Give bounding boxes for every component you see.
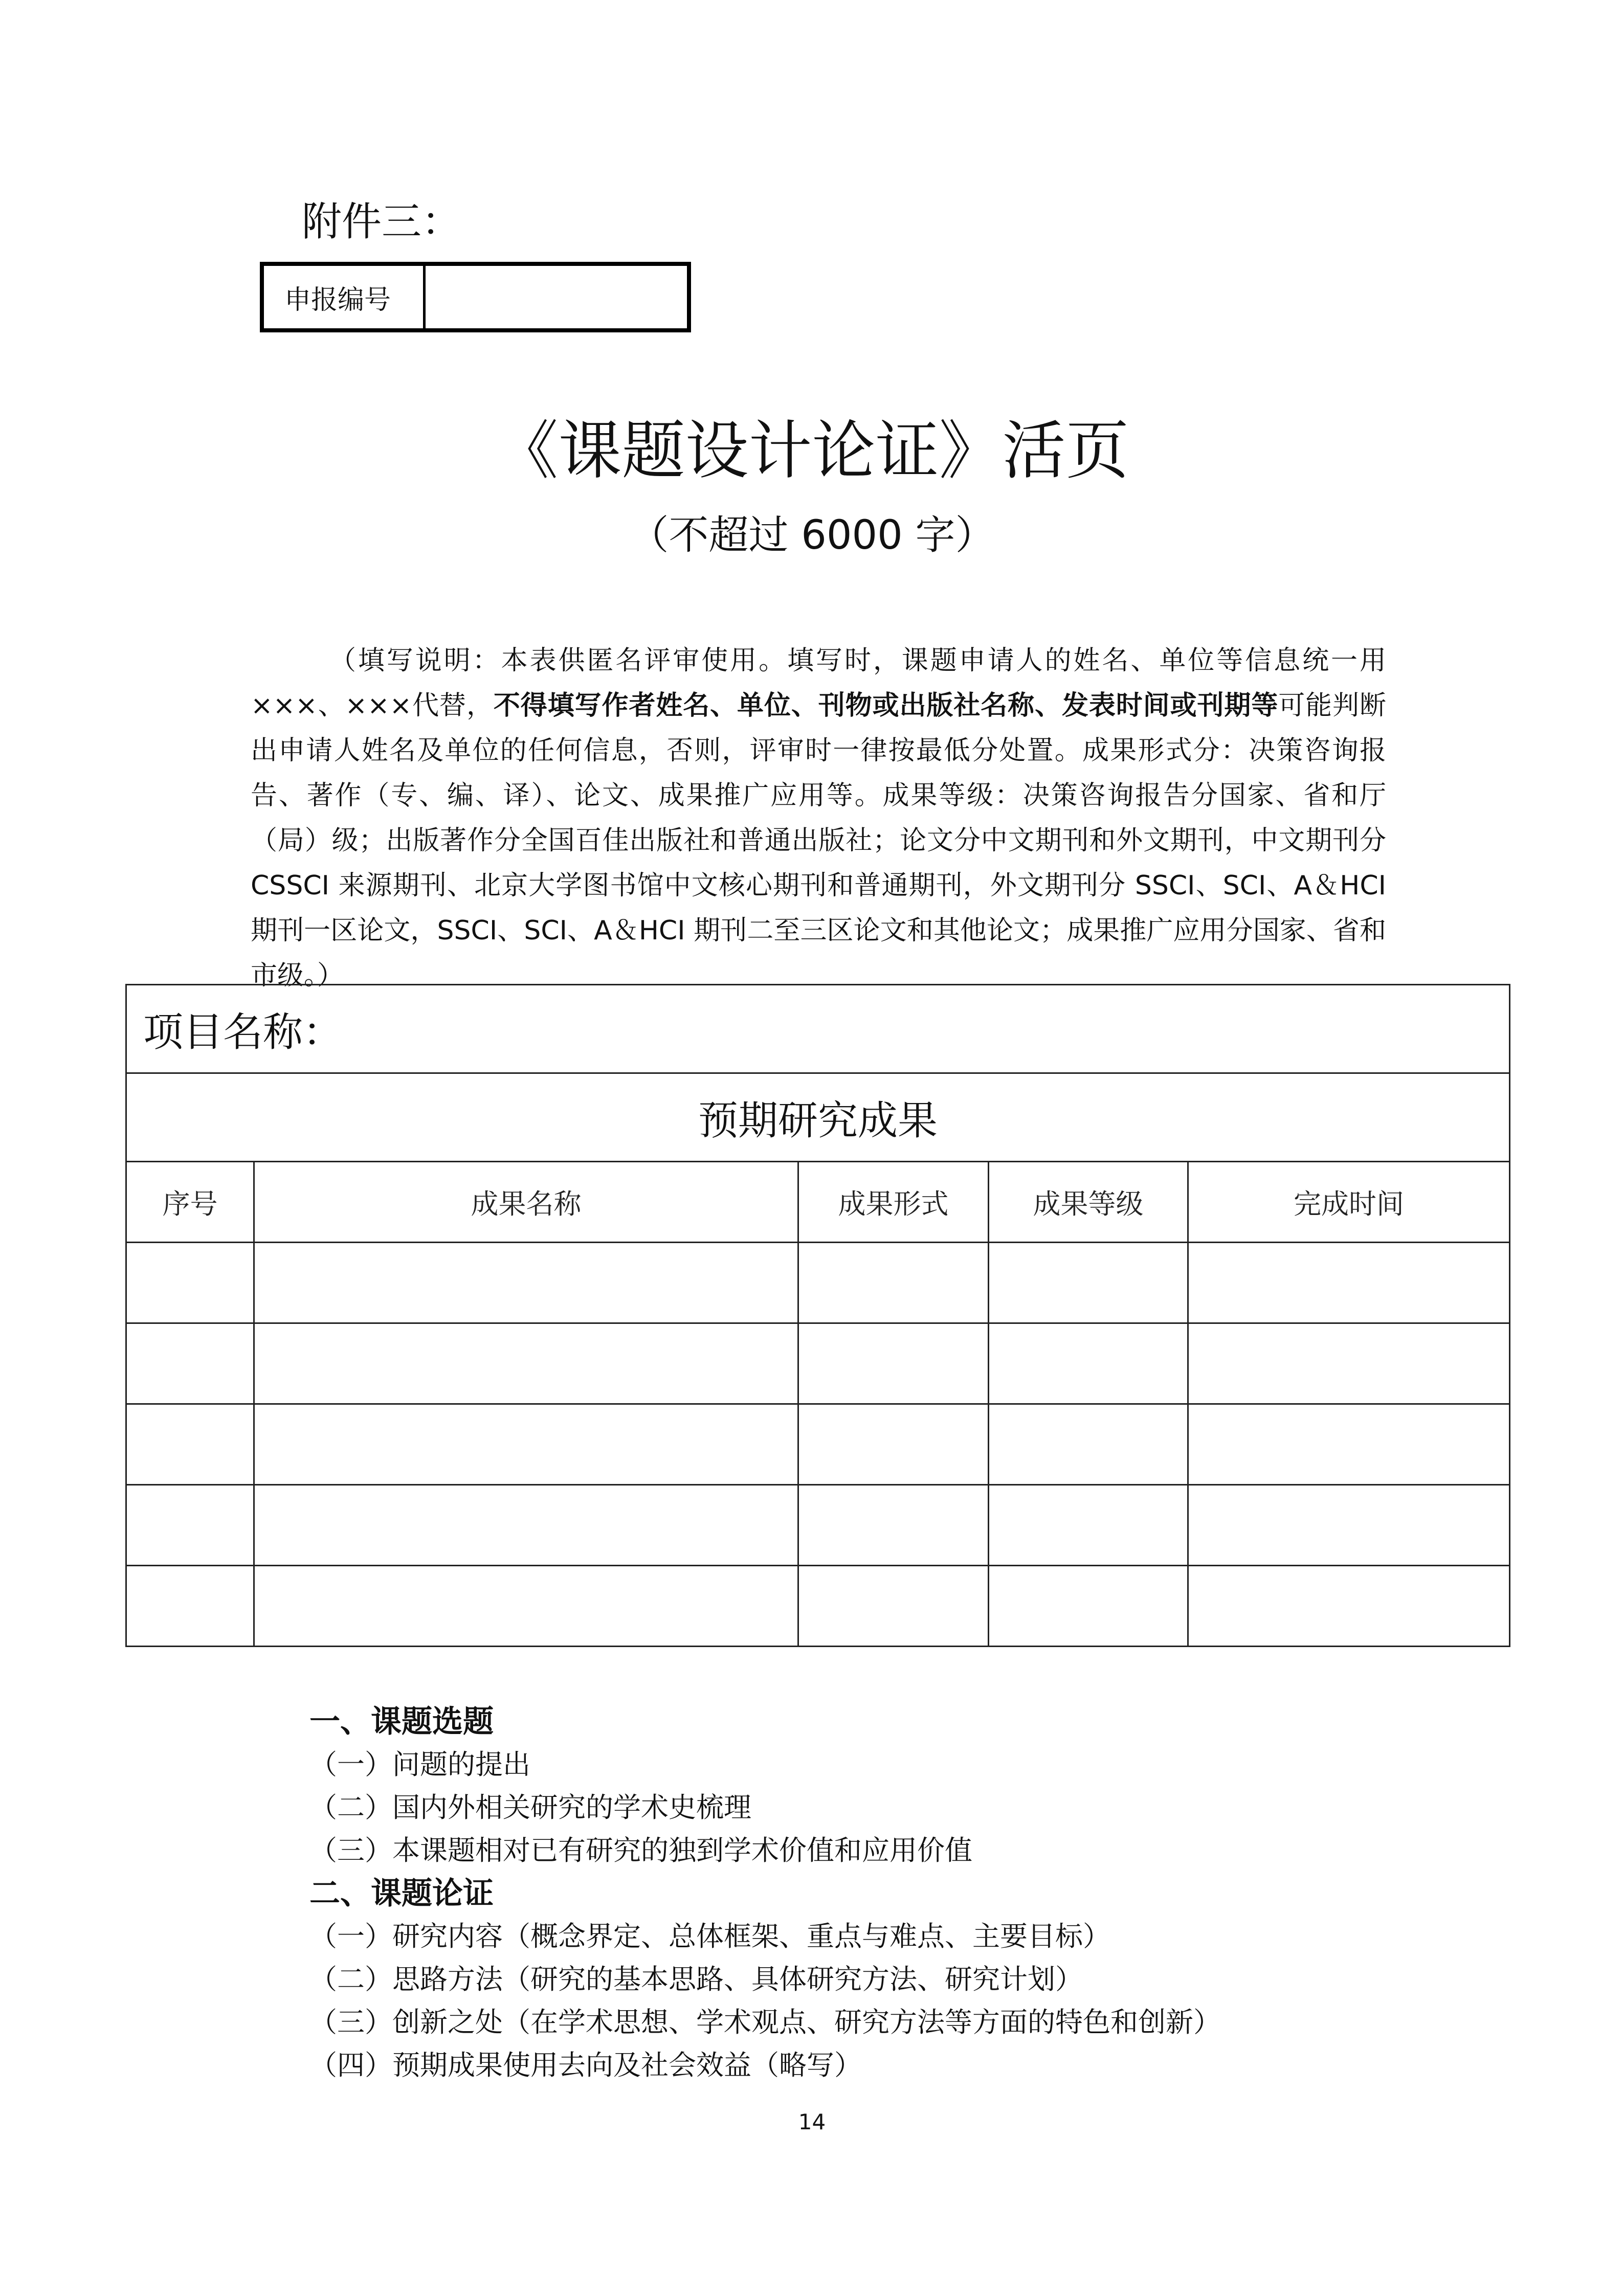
table-row (126, 1485, 1510, 1566)
project-name-cell[interactable] (126, 985, 1510, 1073)
table-cell[interactable] (126, 1323, 254, 1404)
attachment-label: 附件三： (302, 199, 462, 245)
table-cell[interactable] (798, 1323, 989, 1404)
table-cell[interactable] (798, 1566, 989, 1647)
table-cell[interactable] (254, 1404, 798, 1485)
table-cell[interactable] (254, 1566, 798, 1647)
table-row (126, 1243, 1510, 1323)
table-row (126, 1323, 1510, 1404)
table-cell[interactable] (989, 1485, 1188, 1566)
table-cell[interactable] (798, 1243, 989, 1323)
table-cell[interactable] (989, 1404, 1188, 1485)
table-cell[interactable] (254, 1243, 798, 1323)
outline-heading-argument: 二、课题论证 (309, 1876, 494, 1911)
table-cell[interactable] (126, 1566, 254, 1647)
outline-item: （一）问题的提出 (309, 1748, 530, 1781)
project-name-label: 项目名称： (143, 1009, 343, 1055)
outline-item: （三）创新之处（在学术思想、学术观点、研究方法等方面的特色和创新） (309, 2006, 1221, 2038)
table-cell[interactable] (126, 1404, 254, 1485)
instructions-text-1: （填写说明：本表供匿名评审使用。填写时，课题申请人的姓名、单位等信息统一用×××、×××代替， (251, 645, 1386, 721)
application-number-label: 申报编号 (264, 266, 426, 328)
fill-instructions (251, 638, 1386, 998)
table-cell[interactable] (1188, 1485, 1510, 1566)
document-subtitle: （不超过 6000 字） (629, 512, 995, 558)
instructions-text-2: 可能判断出申请人姓名及单位的任何信息，否则，评审时一律按最低分处置。成果形式分：决策咨询报告、著作（专、编、译）、论文、成果推广应用等。成果等级：决策咨询报告分国家、省和厅（局）级；出版著作分全国百佳出版社和普通出版社；论文分中文期刊和外文期刊，中文期刊分 CSSCI 来源期刊、北京大学图书馆中文核心期刊和普通期刊，外文期刊分 SSCI、SCI、A＆HCI 期刊一区论文，SSCI、SCI、A＆HCI 期刊二至三区论文和其他论文；成果推广应用分国家、省和市级。） (251, 690, 1386, 991)
table-cell[interactable] (989, 1323, 1188, 1404)
table-header-row (126, 1162, 1510, 1243)
table-cell[interactable] (798, 1404, 989, 1485)
table-cell[interactable] (126, 1243, 254, 1323)
outline-item: （四）预期成果使用去向及社会效益（略写） (309, 2049, 862, 2081)
table-cell[interactable] (798, 1485, 989, 1566)
expected-results-heading: 预期研究成果 (126, 1073, 1510, 1162)
column-header-serial: 序号 (126, 1162, 254, 1243)
outline-item: （二）国内外相关研究的学术史梳理 (309, 1791, 751, 1824)
page-number: 14 (798, 2109, 826, 2134)
outline-item: （三）本课题相对已有研究的独到学术价值和应用价值 (309, 1834, 972, 1866)
outline-item: （二）思路方法（研究的基本思路、具体研究方法、研究计划） (309, 1963, 1083, 1995)
expected-results-table (125, 984, 1510, 1647)
table-cell[interactable] (989, 1243, 1188, 1323)
column-header-completion-time: 完成时间 (1188, 1162, 1510, 1243)
table-cell[interactable] (1188, 1323, 1510, 1404)
table-cell[interactable] (1188, 1243, 1510, 1323)
table-row (126, 1404, 1510, 1485)
column-header-result-name: 成果名称 (254, 1162, 798, 1243)
table-cell[interactable] (126, 1485, 254, 1566)
column-header-result-form: 成果形式 (798, 1162, 989, 1243)
application-number-field[interactable] (426, 266, 687, 328)
outline-heading-topic: 一、课题选题 (309, 1704, 494, 1740)
table-cell[interactable] (989, 1566, 1188, 1647)
table-cell[interactable] (254, 1323, 798, 1404)
instructions-bold-text: 不得填写作者姓名、单位、刊物或出版社名称、发表时间或刊期等 (493, 690, 1279, 721)
outline-list (309, 1700, 1221, 2087)
application-number-box (260, 262, 691, 332)
table-cell[interactable] (254, 1485, 798, 1566)
document-title: 《课题设计论证》活页 (495, 414, 1129, 488)
column-header-result-level: 成果等级 (989, 1162, 1188, 1243)
table-cell[interactable] (1188, 1566, 1510, 1647)
table-row (126, 1566, 1510, 1647)
outline-item: （一）研究内容（概念界定、总体框架、重点与难点、主要目标） (309, 1920, 1110, 1952)
table-cell[interactable] (1188, 1404, 1510, 1485)
